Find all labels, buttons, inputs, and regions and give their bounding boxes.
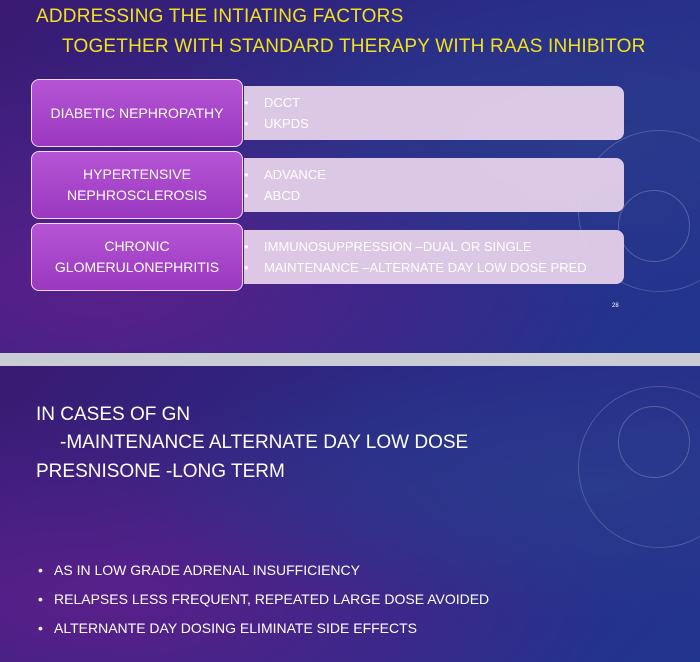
decorative-circle-small — [618, 406, 690, 478]
row-label-diabetic: DIABETIC NEPHROPATHY — [31, 79, 243, 147]
heading-line1: IN CASES OF GN — [36, 404, 191, 425]
row-bullets-glomerulonephritis — [264, 236, 587, 278]
heading-line2: -MAINTENANCE ALTERNATE DAY LOW DOSE — [60, 432, 469, 453]
list-item: • DCCT — [264, 92, 309, 113]
decorative-circle-small — [618, 190, 690, 262]
slide-title-line1: ADDRESSING THE INTIATING FACTORS — [36, 6, 404, 27]
row-bullets-diabetic — [264, 92, 309, 134]
row-label-glomerulonephritis: CHRONIC GLOMERULONEPHRITIS — [31, 223, 243, 291]
list-item: • ALTERNANTE DAY DOSING ELIMINATE SIDE EFFECTS — [38, 616, 489, 645]
list-item: • ABCD — [264, 185, 326, 206]
heading-line3: PRESNISONE -LONG TERM — [36, 461, 285, 482]
page-number: 28 — [612, 303, 619, 309]
row-label-hypertensive: HYPERTENSIVE NEPHROSCLEROSIS — [31, 151, 243, 219]
bullet-list — [38, 558, 489, 645]
slide-2 — [0, 366, 700, 662]
slide-title-line2: TOGETHER WITH STANDARD THERAPY WITH RAAS INHIBITOR — [62, 36, 646, 57]
list-item: • MAINTENANCE –ALTERNATE DAY LOW DOSE PRED — [264, 257, 587, 278]
list-item: • IMMUNOSUPPRESSION –DUAL OR SINGLE — [264, 236, 587, 257]
row-bullets-hypertensive — [264, 164, 326, 206]
list-item: • UKPDS — [264, 113, 309, 134]
list-item: • RELAPSES LESS FREQUENT, REPEATED LARGE DOSE AVOIDED — [38, 587, 489, 616]
list-item: • AS IN LOW GRADE ADRENAL INSUFFICIENCY — [38, 558, 489, 587]
list-item: • ADVANCE — [264, 164, 326, 185]
